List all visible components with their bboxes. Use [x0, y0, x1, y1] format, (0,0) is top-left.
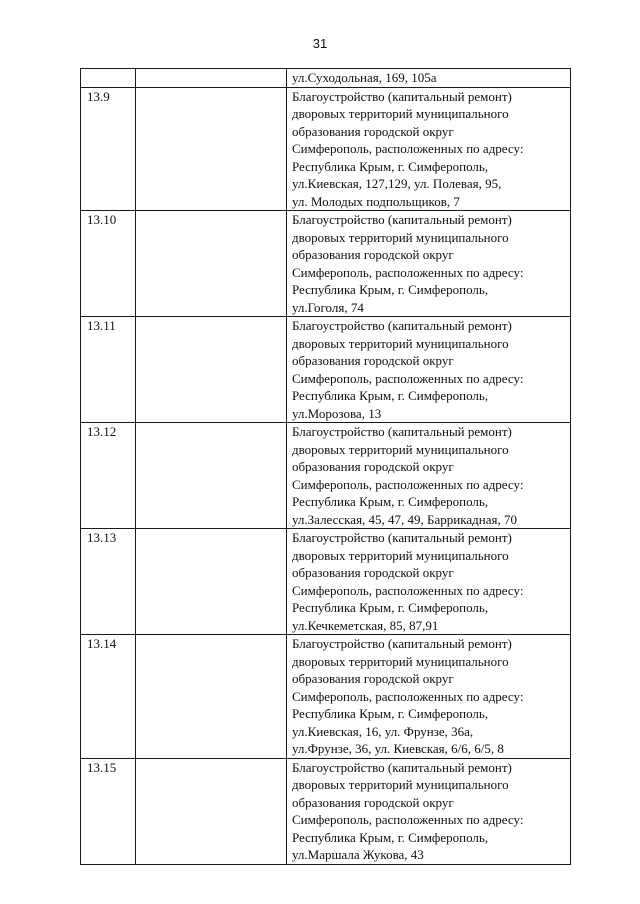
table-row	[81, 758, 571, 864]
page-number: 31	[312, 36, 328, 51]
table-body	[81, 69, 571, 865]
description-line: образования городской округ	[292, 459, 454, 474]
description-line: Благоустройство (капитальный ремонт)	[292, 759, 512, 775]
row-description	[287, 317, 571, 423]
row-number: 13.15	[81, 758, 136, 864]
description-line: Благоустройство (капитальный ремонт)	[292, 636, 512, 651]
row-description	[287, 69, 571, 88]
row-description	[287, 758, 571, 864]
table-row	[81, 423, 571, 529]
description-line: образования городской округ	[292, 353, 454, 368]
empty-cell	[136, 423, 287, 529]
description-line: ул.Суходольная, 169, 105а	[292, 70, 437, 85]
row-number: 13.10	[81, 211, 136, 317]
description-line: дворовых территорий муниципального	[292, 441, 509, 457]
table-row	[81, 87, 571, 211]
description-line: Республика Крым, г. Симферополь,	[292, 706, 489, 721]
empty-cell	[136, 758, 287, 864]
description-line: ул.Маршала Жукова, 43	[292, 847, 424, 862]
description-line: Республика Крым, г. Симферополь,	[292, 494, 489, 509]
row-description	[287, 87, 571, 211]
description-line: Симферополь, расположенных по адресу:	[292, 582, 524, 598]
description-line: дворовых территорий муниципального	[292, 335, 509, 351]
description-line: Республика Крым, г. Симферополь,	[292, 388, 489, 403]
description-line: дворовых территорий муниципального	[292, 106, 509, 121]
table-row	[81, 211, 571, 317]
table-row	[81, 317, 571, 423]
row-number: 13.14	[81, 635, 136, 759]
description-line: дворовых территорий муниципального	[292, 777, 509, 792]
description-line: образования городской округ	[292, 794, 454, 810]
description-line: Симферополь, расположенных по адресу:	[292, 476, 524, 492]
description-line: Республика Крым, г. Симферополь,	[292, 600, 489, 615]
description-line: образования городской округ	[292, 565, 454, 580]
row-number: 13.11	[81, 317, 136, 423]
empty-cell	[136, 69, 287, 88]
description-line: Республика Крым, г. Симферополь,	[292, 282, 489, 297]
table-row	[81, 635, 571, 759]
description-line: ул.Кечкеметская, 85, 87,91	[292, 617, 439, 633]
description-line: дворовых территорий муниципального	[292, 653, 509, 669]
description-line: Симферополь, расположенных по адресу:	[292, 141, 524, 156]
description-line: Благоустройство (капитальный ремонт)	[292, 318, 512, 333]
row-description	[287, 529, 571, 635]
description-line: Благоустройство (капитальный ремонт)	[292, 212, 512, 227]
empty-cell	[136, 87, 287, 211]
description-line: Республика Крым, г. Симферополь,	[292, 829, 489, 845]
table-row	[81, 69, 571, 88]
description-line: образования городской округ	[292, 247, 454, 262]
row-description	[287, 635, 571, 759]
table-row	[81, 529, 571, 635]
description-line: ул.Киевская, 16, ул. Фрунзе, 36а,	[292, 723, 474, 739]
description-line: Благоустройство (капитальный ремонт)	[292, 88, 512, 104]
document-table	[80, 68, 571, 865]
empty-cell	[136, 211, 287, 317]
row-description	[287, 211, 571, 317]
row-number	[81, 69, 136, 88]
empty-cell	[136, 317, 287, 423]
description-line: ул.Фрунзе, 36, ул. Киевская, 6/6, 6/5, 8	[292, 741, 504, 756]
description-line: образования городской округ	[292, 671, 454, 686]
description-line: Симферополь, расположенных по адресу:	[292, 264, 524, 280]
row-description	[287, 423, 571, 529]
description-line: ул.Гоголя, 74	[292, 299, 364, 315]
description-line: образования городской округ	[292, 123, 454, 139]
description-line: ул.Морозова, 13	[292, 405, 382, 421]
description-line: ул. Молодых подпольщиков, 7	[292, 193, 460, 209]
description-line: дворовых территорий муниципального	[292, 229, 509, 245]
description-line: ул.Киевская, 127,129, ул. Полевая, 95,	[292, 176, 502, 191]
row-number: 13.12	[81, 423, 136, 529]
empty-cell	[136, 529, 287, 635]
description-line: Симферополь, расположенных по адресу:	[292, 812, 524, 827]
description-line: Симферополь, расположенных по адресу:	[292, 370, 524, 386]
description-line: Благоустройство (капитальный ремонт)	[292, 424, 512, 439]
description-line: ул.Залесская, 45, 47, 49, Баррикадная, 70	[292, 511, 517, 527]
row-number: 13.13	[81, 529, 136, 635]
row-number: 13.9	[81, 87, 136, 211]
description-line: Симферополь, расположенных по адресу:	[292, 688, 524, 704]
description-line: дворовых территорий муниципального	[292, 547, 509, 563]
description-line: Благоустройство (капитальный ремонт)	[292, 530, 512, 545]
empty-cell	[136, 635, 287, 759]
description-line: Республика Крым, г. Симферополь,	[292, 158, 489, 174]
